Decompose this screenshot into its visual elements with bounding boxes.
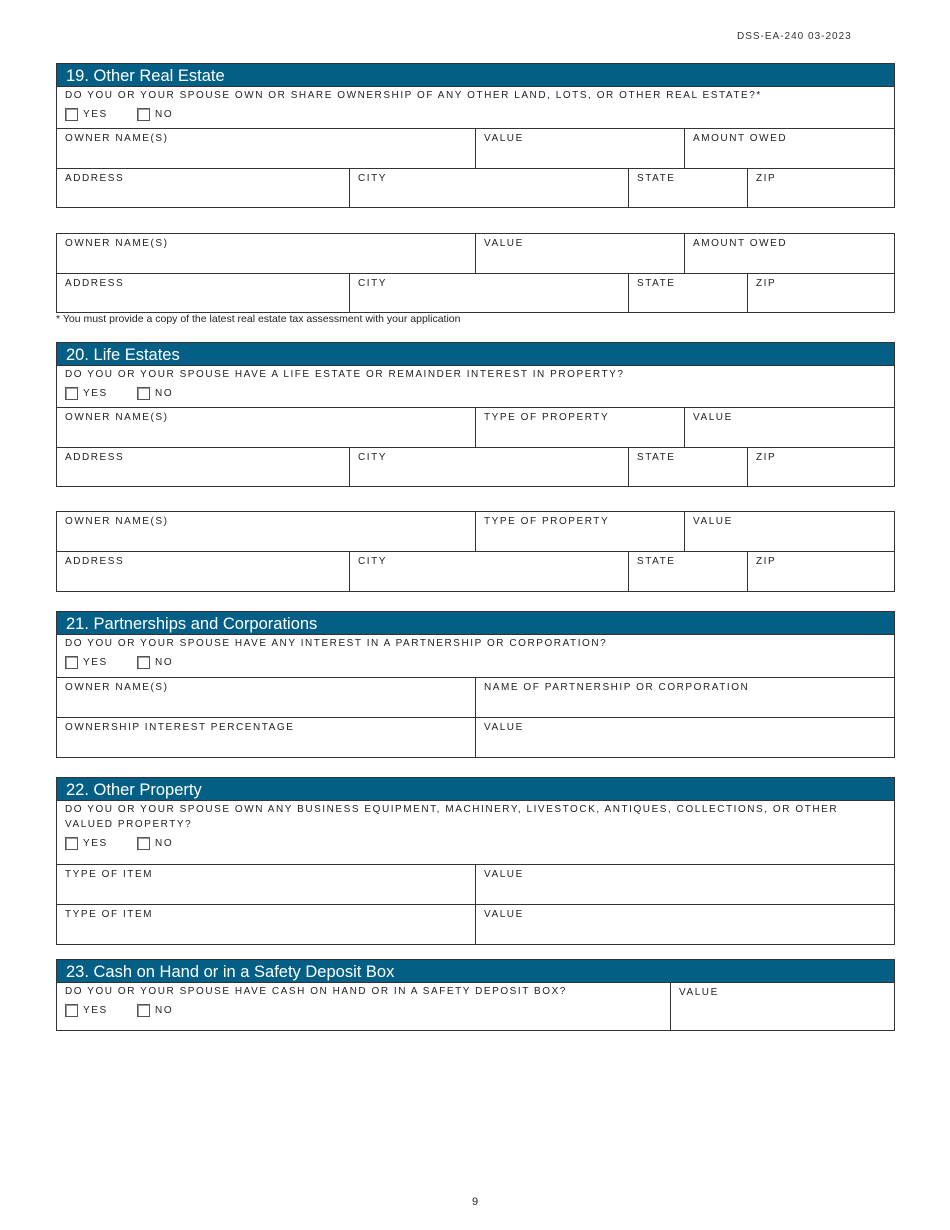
zip-field[interactable]: ZIP [747, 447, 895, 487]
yes-checkbox[interactable]: YES [65, 837, 108, 850]
section-life-estates [56, 342, 895, 488]
section-cash-on-hand [56, 959, 895, 1031]
no-checkbox[interactable]: NO [137, 108, 173, 121]
checkbox-icon [65, 108, 78, 121]
address-field[interactable]: ADDRESS [56, 551, 350, 592]
owner-name-field[interactable]: OWNER NAME(S) [56, 233, 476, 274]
zip-field[interactable]: ZIP [747, 551, 895, 592]
checkbox-icon [65, 656, 78, 669]
owner-name-field[interactable]: OWNER NAME(S) [56, 677, 476, 718]
city-field[interactable]: CITY [349, 551, 629, 592]
value-field[interactable]: VALUE [684, 407, 895, 448]
section-22-title: 22. Other Property [56, 777, 895, 801]
question-row [56, 634, 895, 678]
owner-name-field[interactable]: OWNER NAME(S) [56, 407, 476, 448]
page-number: 9 [471, 1196, 479, 1208]
address-field[interactable]: ADDRESS [56, 273, 350, 313]
section-23-title: 23. Cash on Hand or in a Safety Deposit Box [56, 959, 895, 983]
no-checkbox[interactable]: NO [137, 1004, 173, 1017]
question-row [56, 365, 895, 408]
question-text: DO YOU OR YOUR SPOUSE OWN OR SHARE OWNERSHIP OF ANY OTHER LAND, LOTS, OR OTHER REAL ESTATE?* [65, 90, 762, 101]
yes-checkbox[interactable]: YES [65, 1004, 108, 1017]
address-field[interactable]: ADDRESS [56, 447, 350, 487]
question-row [56, 982, 671, 1031]
section-20-entry-2 [56, 511, 895, 592]
section-20-title: 20. Life Estates [56, 342, 895, 366]
question-text: DO YOU OR YOUR SPOUSE OWN ANY BUSINESS EQUIPMENT, MACHINERY, LIVESTOCK, ANTIQUES, COLLECTIONS, OR OTHER VALUED PROPERTY? [65, 804, 839, 830]
question-text: DO YOU OR YOUR SPOUSE HAVE ANY INTEREST IN A PARTNERSHIP OR CORPORATION? [65, 638, 608, 649]
value-field[interactable]: VALUE [670, 982, 895, 1031]
no-checkbox[interactable]: NO [137, 837, 173, 850]
city-field[interactable]: CITY [349, 168, 629, 208]
owner-name-field[interactable]: OWNER NAME(S) [56, 128, 476, 169]
section-21-title: 21. Partnerships and Corporations [56, 611, 895, 635]
section-other-real-estate [56, 63, 895, 209]
value-field[interactable]: VALUE [475, 717, 895, 758]
checkbox-icon [65, 1004, 78, 1017]
value-field[interactable]: VALUE [684, 511, 895, 552]
ownership-percentage-field[interactable]: OWNERSHIP INTEREST PERCENTAGE [56, 717, 476, 758]
checkbox-icon [137, 387, 150, 400]
value-field[interactable]: VALUE [475, 128, 685, 169]
section-19-title: 19. Other Real Estate [56, 63, 895, 87]
checkbox-icon [65, 387, 78, 400]
question-text: DO YOU OR YOUR SPOUSE HAVE CASH ON HAND OR IN A SAFETY DEPOSIT BOX? [65, 986, 567, 997]
amount-owed-field[interactable]: AMOUNT OWED [684, 233, 895, 274]
checkbox-icon [137, 837, 150, 850]
zip-field[interactable]: ZIP [747, 273, 895, 313]
type-of-item-field[interactable]: TYPE OF ITEM [56, 864, 476, 905]
yes-checkbox[interactable]: YES [65, 656, 108, 669]
section-partnerships [56, 611, 895, 758]
form-code: DSS-EA-240 03-2023 [737, 31, 852, 42]
city-field[interactable]: CITY [349, 447, 629, 487]
question-row [56, 86, 895, 129]
zip-field[interactable]: ZIP [747, 168, 895, 208]
type-of-property-field[interactable]: TYPE OF PROPERTY [475, 407, 685, 448]
owner-name-field[interactable]: OWNER NAME(S) [56, 511, 476, 552]
section-19-entry-2 [56, 233, 895, 313]
no-checkbox[interactable]: NO [137, 656, 173, 669]
amount-owed-field[interactable]: AMOUNT OWED [684, 128, 895, 169]
yes-checkbox[interactable]: YES [65, 387, 108, 400]
checkbox-icon [65, 837, 78, 850]
checkbox-icon [137, 1004, 150, 1017]
value-field[interactable]: VALUE [475, 233, 685, 274]
checkbox-icon [137, 108, 150, 121]
no-checkbox[interactable]: NO [137, 387, 173, 400]
value-field[interactable]: VALUE [475, 904, 895, 945]
state-field[interactable]: STATE [628, 273, 748, 313]
yes-checkbox[interactable]: YES [65, 108, 108, 121]
partnership-name-field[interactable]: NAME OF PARTNERSHIP OR CORPORATION [475, 677, 895, 718]
city-field[interactable]: CITY [349, 273, 629, 313]
checkbox-icon [137, 656, 150, 669]
state-field[interactable]: STATE [628, 447, 748, 487]
type-of-item-field[interactable]: TYPE OF ITEM [56, 904, 476, 945]
type-of-property-field[interactable]: TYPE OF PROPERTY [475, 511, 685, 552]
state-field[interactable]: STATE [628, 551, 748, 592]
question-text: DO YOU OR YOUR SPOUSE HAVE A LIFE ESTATE OR REMAINDER INTEREST IN PROPERTY? [65, 369, 625, 380]
address-field[interactable]: ADDRESS [56, 168, 350, 208]
question-row [56, 800, 895, 865]
footnote: * You must provide a copy of the latest real estate tax assessment with your application [56, 313, 461, 325]
value-field[interactable]: VALUE [475, 864, 895, 905]
section-other-property [56, 777, 895, 945]
state-field[interactable]: STATE [628, 168, 748, 208]
